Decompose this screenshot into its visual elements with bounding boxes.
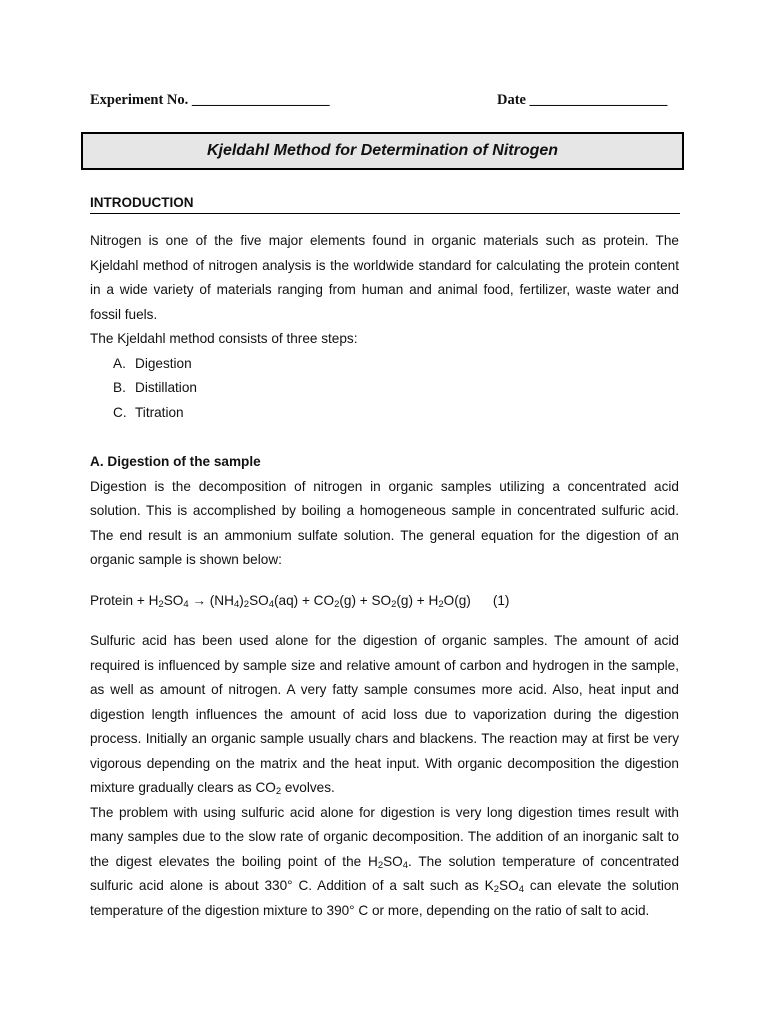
intro-paragraph: Nitrogen is one of the five major elements found in organic materials such as protein. The Kjeldahl method of nitrogen analysis is the worldwide standard for calculating the protein content in a wide variety of materials ranging from human and animal food, fertilizer, waste water and fossil fuels. <box>90 233 679 322</box>
equation-subscript: 2 <box>158 598 164 610</box>
list-item <box>90 376 679 401</box>
list-item-label: Distillation <box>135 380 197 395</box>
experiment-header <box>90 92 678 112</box>
paragraph-text: evolves. <box>281 780 335 795</box>
paragraph-text: The problem with using sulfuric acid alone for digestion is very long digestion times result with many samples due to the slow rate of organic decomposition. The addition of an inorganic salt to the digest elevates the boiling point of the H <box>90 804 679 869</box>
paragraph-subscript: 2 <box>493 884 500 895</box>
paragraph-text: SO <box>383 853 403 869</box>
equation-text: ) <box>239 592 244 608</box>
sulfuric-acid-paragraph <box>90 629 679 801</box>
equation-text: (aq) + CO <box>274 592 335 608</box>
equation-subscript: 4 <box>268 598 274 610</box>
list-item <box>90 401 679 426</box>
equation-subscript: 2 <box>243 598 250 610</box>
digestion-equation <box>90 589 679 614</box>
list-item-letter: B. <box>113 380 126 395</box>
salt-addition-paragraph <box>90 801 679 924</box>
equation-subscript: 4 <box>233 598 240 610</box>
date-field: Date ___________________ <box>497 92 668 108</box>
experiment-number-field: Experiment No. ___________________ <box>90 92 330 108</box>
paragraph-subscript: 2 <box>377 859 384 871</box>
paragraph-subscript: 2 <box>275 786 282 797</box>
list-item-letter: C. <box>113 404 127 420</box>
document-body <box>90 229 679 923</box>
digestion-heading: A. Digestion of the sample <box>90 454 261 469</box>
steps-intro: The Kjeldahl method consists of three steps: <box>90 331 358 346</box>
paragraph-text: can elevate the solution temperature of the digestion mixture to 390° C or more, depending on the ratio of salt to acid. <box>90 878 679 918</box>
equation-subscript: 4 <box>183 598 189 610</box>
equation-text: Protein + H <box>90 592 159 608</box>
equation-text: SO <box>249 592 269 608</box>
equation-text: (g) + SO <box>339 592 392 608</box>
list-item-letter: A. <box>113 355 126 371</box>
equation-text: (g) + H <box>396 592 439 608</box>
paragraph-subscript: 4 <box>402 859 409 871</box>
paragraph-text: SO <box>499 878 519 893</box>
paragraph-text: . The solution temperature of concentrated sulfuric acid alone is about 330° C. Addition of a salt such as K <box>90 853 680 893</box>
equation-number: (1) <box>492 592 510 608</box>
list-item-label: Digestion <box>135 355 192 371</box>
equation-subscript: 2 <box>438 598 444 610</box>
equation-text: SO <box>163 592 184 608</box>
digestion-paragraph: Digestion is the decomposition of nitrogen in organic samples utilizing a concentrated acid solution. This is accomplished by boiling a homogeneous sample in concentrated sulfuric acid. The end result is an ammonium sulfate solution. The general equation for the digestion of an organic sample is shown below: <box>90 478 679 567</box>
introduction-heading: INTRODUCTION <box>90 195 680 214</box>
equation-text: O(g) <box>443 592 471 608</box>
list-item <box>90 352 679 377</box>
equation-subscript: 2 <box>334 598 340 610</box>
title-box <box>81 132 684 170</box>
equation-text: → (NH <box>188 592 234 608</box>
paragraph-text: Sulfuric acid has been used alone for the digestion of organic samples. The amount of acid required is influenced by sample size and relative amount of carbon and hydrogen in the sample, as well as amount of nitrogen. A very fatty sample consumes more acid. Also, heat input and digestion length influences the amount of acid loss due to vaporization during the digestion process. Initially an organic sample usually chars and blackens. The reaction may at first be very vigorous depending on the matrix and the heat input. With organic decomposition the digestion mixture gradually clears as CO <box>90 633 679 795</box>
equation-subscript: 2 <box>391 598 397 610</box>
document-title: Kjeldahl Method for Determination of Nitrogen <box>206 142 559 159</box>
list-item-label: Titration <box>135 404 184 420</box>
steps-list <box>90 352 679 426</box>
paragraph-subscript: 4 <box>518 884 524 895</box>
